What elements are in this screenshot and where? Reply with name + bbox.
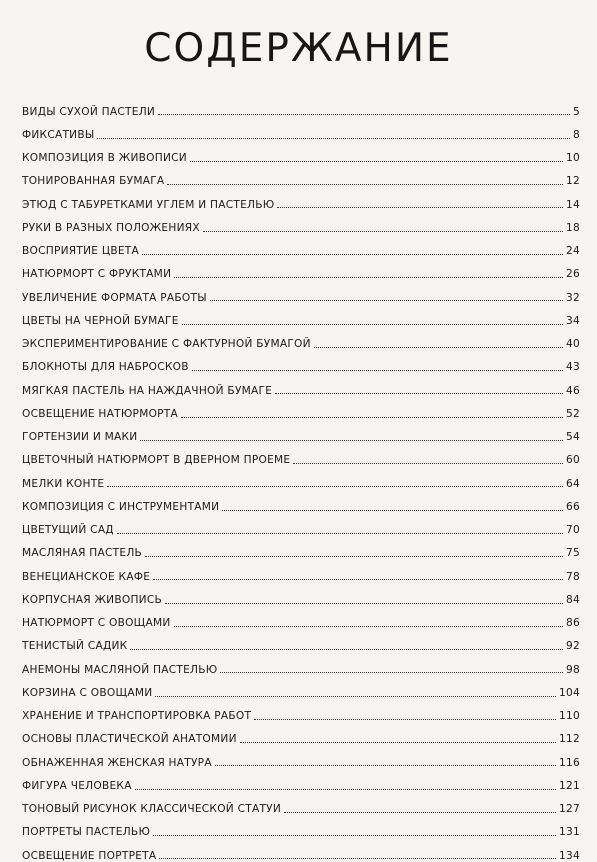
toc-entry	[22, 117, 580, 140]
toc-entry-page-number: 70	[566, 524, 580, 537]
toc-entry-page-number: 64	[566, 477, 580, 490]
toc-entry	[22, 234, 580, 257]
dot-leader	[165, 603, 563, 604]
toc-entry-title: ЦВЕТУЩИЙ САД	[22, 524, 114, 537]
toc-entry-title: ЦВЕТОЧНЫЙ НАТЮРМОРТ В ДВЕРНОМ ПРОЕМЕ	[22, 454, 291, 467]
toc-entry-title: ПОРТРЕТЫ ПАСТЕЛЬЮ	[22, 826, 151, 839]
dot-leader	[142, 254, 563, 255]
toc-entry-title: МЕЛКИ КОНТЕ	[22, 477, 105, 490]
toc-entry-page-number: 134	[559, 849, 580, 862]
dot-leader	[153, 579, 563, 580]
toc-entry-page-number: 127	[559, 803, 580, 816]
toc-entry-title: КОМПОЗИЦИЯ С ИНСТРУМЕНТАМИ	[22, 500, 220, 513]
toc-entry	[22, 489, 580, 512]
toc-entry	[22, 280, 580, 303]
toc-entry	[22, 838, 580, 861]
dot-leader	[167, 184, 563, 185]
toc-entry-title: ХРАНЕНИЕ И ТРАНСПОРТИРОВКА РАБОТ	[22, 710, 252, 723]
toc-entry-title: ТЕНИСТЫЙ САДИК	[22, 640, 128, 653]
toc-entry-page-number: 104	[559, 686, 580, 699]
toc-entry-page-number: 78	[566, 570, 580, 583]
dot-leader	[140, 440, 563, 441]
dot-leader	[215, 765, 556, 766]
toc-entry-title: ФИГУРА ЧЕЛОВЕКА	[22, 779, 132, 792]
toc-entry-page-number: 75	[566, 547, 580, 560]
toc-entry-page-number: 18	[566, 221, 580, 234]
toc-entry-page-number: 10	[566, 152, 580, 165]
dot-leader	[222, 510, 563, 511]
toc-entry-title: ЭТЮД С ТАБУРЕТКАМИ УГЛЕМ И ПАСТЕЛЬЮ	[22, 198, 275, 211]
dot-leader	[158, 114, 570, 115]
toc-list	[22, 94, 580, 861]
toc-entry	[22, 699, 580, 722]
dot-leader	[275, 393, 563, 394]
toc-entry	[22, 327, 580, 350]
toc-entry-title: АНЕМОНЫ МАСЛЯНОЙ ПАСТЕЛЬЮ	[22, 663, 218, 676]
toc-entry	[22, 350, 580, 373]
dot-leader	[190, 161, 563, 162]
toc-entry-title: ВОСПРИЯТИЕ ЦВЕТА	[22, 245, 140, 258]
dot-leader	[155, 696, 556, 697]
dot-leader	[153, 835, 556, 836]
toc-entry-title: ОСНОВЫ ПЛАСТИЧЕСКОЙ АНАТОМИИ	[22, 733, 237, 746]
toc-entry-page-number: 12	[566, 175, 580, 188]
toc-entry	[22, 210, 580, 233]
dot-leader	[284, 812, 556, 813]
toc-entry	[22, 629, 580, 652]
toc-entry-title: ЭКСПЕРИМЕНТИРОВАНИЕ С ФАКТУРНОЙ БУМАГОЙ	[22, 338, 311, 351]
toc-entry-title: НАТЮРМОРТ С ОВОЩАМИ	[22, 617, 171, 630]
toc-entry	[22, 141, 580, 164]
toc-entry-title: ЦВЕТЫ НА ЧЕРНОЙ БУМАГЕ	[22, 314, 179, 327]
toc-entry-page-number: 26	[566, 268, 580, 281]
toc-entry-page-number: 131	[559, 826, 580, 839]
toc-entry-page-number: 5	[573, 105, 580, 118]
dot-leader	[182, 324, 563, 325]
dot-leader	[210, 300, 563, 301]
dot-leader	[240, 742, 556, 743]
toc-entry	[22, 792, 580, 815]
toc-entry	[22, 420, 580, 443]
toc-entry	[22, 94, 580, 117]
toc-entry	[22, 536, 580, 559]
dot-leader	[107, 486, 563, 487]
toc-entry	[22, 303, 580, 326]
toc-entry	[22, 396, 580, 419]
toc-entry	[22, 187, 580, 210]
dot-leader	[159, 858, 556, 859]
toc-entry-title: ТОНИРОВАННАЯ БУМАГА	[22, 175, 165, 188]
toc-entry	[22, 675, 580, 698]
toc-entry	[22, 606, 580, 629]
toc-entry-page-number: 112	[559, 733, 580, 746]
dot-leader	[130, 649, 563, 650]
toc-entry-page-number: 32	[566, 291, 580, 304]
toc-entry-title: ВИДЫ СУХОЙ ПАСТЕЛИ	[22, 105, 156, 118]
toc-entry-page-number: 92	[566, 640, 580, 653]
toc-entry-page-number: 43	[566, 361, 580, 374]
toc-entry-page-number: 52	[566, 407, 580, 420]
toc-entry-title: ОБНАЖЕННАЯ ЖЕНСКАЯ НАТУРА	[22, 756, 212, 769]
toc-entry-page-number: 84	[566, 593, 580, 606]
dot-leader	[314, 347, 563, 348]
toc-entry-title: ОСВЕЩЕНИЕ ПОРТРЕТА	[22, 849, 157, 862]
toc-entry	[22, 582, 580, 605]
toc-entry-title: КОРЗИНА С ОВОЩАМИ	[22, 686, 153, 699]
toc-entry-page-number: 14	[566, 198, 580, 211]
toc-entry-title: ВЕНЕЦИАНСКОЕ КАФЕ	[22, 570, 151, 583]
toc-entry-title: КОМПОЗИЦИЯ В ЖИВОПИСИ	[22, 152, 187, 165]
toc-entry-page-number: 66	[566, 500, 580, 513]
dot-leader	[174, 277, 563, 278]
toc-entry-page-number: 121	[559, 779, 580, 792]
toc-entry-page-number: 98	[566, 663, 580, 676]
dot-leader	[181, 417, 563, 418]
toc-entry-page-number: 8	[573, 128, 580, 141]
toc-entry-title: ТОНОВЫЙ РИСУНОК КЛАССИЧЕСКОЙ СТАТУИ	[22, 803, 282, 816]
toc-entry-page-number: 110	[559, 710, 580, 723]
toc-entry-title: ФИКСАТИВЫ	[22, 128, 95, 141]
toc-entry	[22, 257, 580, 280]
toc-entry	[22, 745, 580, 768]
dot-leader	[135, 789, 556, 790]
dot-leader	[203, 231, 563, 232]
toc-entry	[22, 466, 580, 489]
toc-entry	[22, 373, 580, 396]
toc-entry	[22, 164, 580, 187]
toc-entry-page-number: 24	[566, 245, 580, 258]
page-title: СОДЕРЖАНИЕ	[144, 26, 453, 71]
toc-entry-page-number: 34	[566, 314, 580, 327]
toc-entry-page-number: 60	[566, 454, 580, 467]
toc-entry	[22, 559, 580, 582]
toc-entry-title: НАТЮРМОРТ С ФРУКТАМИ	[22, 268, 172, 281]
toc-entry-page-number: 54	[566, 431, 580, 444]
dot-leader	[254, 719, 556, 720]
dot-leader	[145, 556, 563, 557]
dot-leader	[97, 138, 570, 139]
toc-entry-title: МАСЛЯНАЯ ПАСТЕЛЬ	[22, 547, 143, 560]
toc-entry-page-number: 116	[559, 756, 580, 769]
toc-entry	[22, 815, 580, 838]
dot-leader	[277, 207, 563, 208]
toc-entry	[22, 443, 580, 466]
toc-entry-title: РУКИ В РАЗНЫХ ПОЛОЖЕНИЯХ	[22, 221, 200, 234]
toc-entry	[22, 768, 580, 791]
toc-entry	[22, 722, 580, 745]
dot-leader	[220, 672, 563, 673]
toc-entry	[22, 652, 580, 675]
toc-entry-page-number: 40	[566, 338, 580, 351]
toc-entry-title: ГОРТЕНЗИИ И МАКИ	[22, 431, 138, 444]
toc-entry-title: КОРПУСНАЯ ЖИВОПИСЬ	[22, 593, 163, 606]
toc-entry-page-number: 46	[566, 384, 580, 397]
dot-leader	[192, 370, 563, 371]
dot-leader	[174, 626, 563, 627]
toc-entry-page-number: 86	[566, 617, 580, 630]
toc-entry-title: МЯГКАЯ ПАСТЕЛЬ НА НАЖДАЧНОЙ БУМАГЕ	[22, 384, 273, 397]
toc-entry	[22, 513, 580, 536]
toc-entry-title: БЛОКНОТЫ ДЛЯ НАБРОСКОВ	[22, 361, 189, 374]
toc-entry-title: УВЕЛИЧЕНИЕ ФОРМАТА РАБОТЫ	[22, 291, 207, 304]
toc-entry-title: ОСВЕЩЕНИЕ НАТЮРМОРТА	[22, 407, 179, 420]
dot-leader	[117, 533, 563, 534]
dot-leader	[293, 463, 563, 464]
